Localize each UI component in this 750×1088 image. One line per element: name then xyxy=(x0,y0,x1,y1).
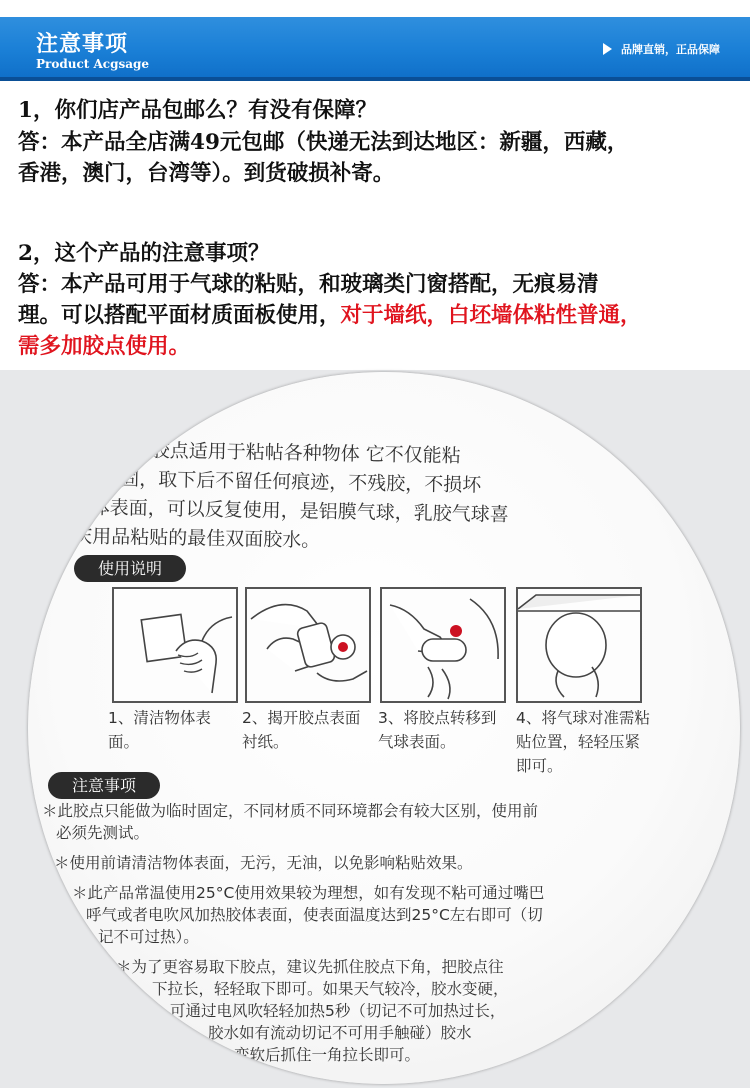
usage-instructions-badge: 使用说明 xyxy=(74,555,186,582)
label-intro-line: 庆用品粘贴的最佳双面胶水。 xyxy=(73,525,321,552)
header-subtitle: Product Acgsage xyxy=(36,57,150,71)
step-1-illustration xyxy=(112,587,238,703)
header-title: 注意事项 xyxy=(36,31,129,57)
note-line: 可通过电风吹轻轻加热5秒（切记不可加热过长， xyxy=(170,1002,506,1020)
faq-2-question: 2，这个产品的注意事项？ xyxy=(18,241,270,266)
faq-1-answer-line-2: 香港，澳门，台湾等）。到货破损补寄。 xyxy=(18,161,395,186)
label-intro-line: 得牢固，取下后不留任何痕迹，不残胶，不损坏 xyxy=(82,467,482,497)
label-intro-line: 物体表面，可以反复使用，是铝膜气球，乳胶气球喜 xyxy=(71,496,509,526)
step-1-caption: 1、清洁物体表面。 xyxy=(108,709,211,751)
faq-2-answer-line-2 xyxy=(18,301,748,330)
note-line: ＊此胶点只能做为临时固定，不同材质不同环境都会有较大区别，使用前 xyxy=(42,802,539,820)
header-banner xyxy=(0,17,750,79)
label-intro-line: 气球胶点适用于粘帖各种物体 它不仅能粘 xyxy=(112,438,461,468)
note-line: ＊为了更容易取下胶点，建议先抓住胶点下角，把胶点往 xyxy=(116,958,504,976)
faq-2-answer-line-1: 答：本产品可用于气球的粘贴，和玻璃类门窗搭配，无痕易清 xyxy=(18,272,599,297)
step-2-caption: 2、揭开胶点表面衬纸。 xyxy=(242,709,361,751)
faq-1-question: 1，你们店产品包邮么？有没有保障？ xyxy=(18,98,377,123)
note-line: 记不可过热）。 xyxy=(98,928,199,946)
header-slogan: 品牌直销，正品保障 xyxy=(621,43,720,56)
label-intro xyxy=(71,436,633,561)
step-4-illustration xyxy=(516,587,642,703)
step-3-illustration xyxy=(380,587,506,703)
note-line: 呼气或者电吹风加热胶体表面，使表面温度达到25°C左右即可（切 xyxy=(86,906,543,924)
glue-dot xyxy=(338,642,348,652)
play-arrow-icon xyxy=(603,43,612,55)
note-line: ＊此产品常温使用25°C使用效果较为理想，如有发现不粘可通过嘴巴 xyxy=(72,884,545,902)
step-2-illustration xyxy=(245,587,371,703)
note-line: 必须先测试。 xyxy=(56,824,150,842)
note-line: 下拉长，轻轻取下即可。如果天气较冷，胶水变硬， xyxy=(152,980,509,998)
faq-1-answer-line-1: 答：本产品全店满49元包邮（快递无法到达地区：新疆，西藏， xyxy=(18,130,629,155)
note-line: 变软后抓住一角拉长即可。 xyxy=(234,1046,421,1064)
note-line: 胶水如有流动切记不可用手触碰）胶水 xyxy=(208,1024,472,1042)
glue-dot xyxy=(450,625,462,637)
faq-2-answer-line-3: 需多加胶点使用。 xyxy=(18,334,191,359)
notes-badge: 注意事项 xyxy=(48,772,160,799)
header-stripe xyxy=(0,77,750,81)
faq-2-answer-warning: 对于墙纸，白坯墙体粘性普通， xyxy=(340,303,642,328)
step-4-caption: 4、将气球对准需粘贴位置，轻轻压紧即可。 xyxy=(516,709,650,775)
product-label-disc xyxy=(28,372,740,1084)
faq-2-answer-plain: 理。可以搭配平面材质面板使用， xyxy=(18,303,341,328)
note-line: ＊使用前请清洁物体表面，无污，无油，以免影响粘贴效果。 xyxy=(54,854,473,872)
step-3-caption: 3、将胶点转移到气球表面。 xyxy=(378,709,497,751)
